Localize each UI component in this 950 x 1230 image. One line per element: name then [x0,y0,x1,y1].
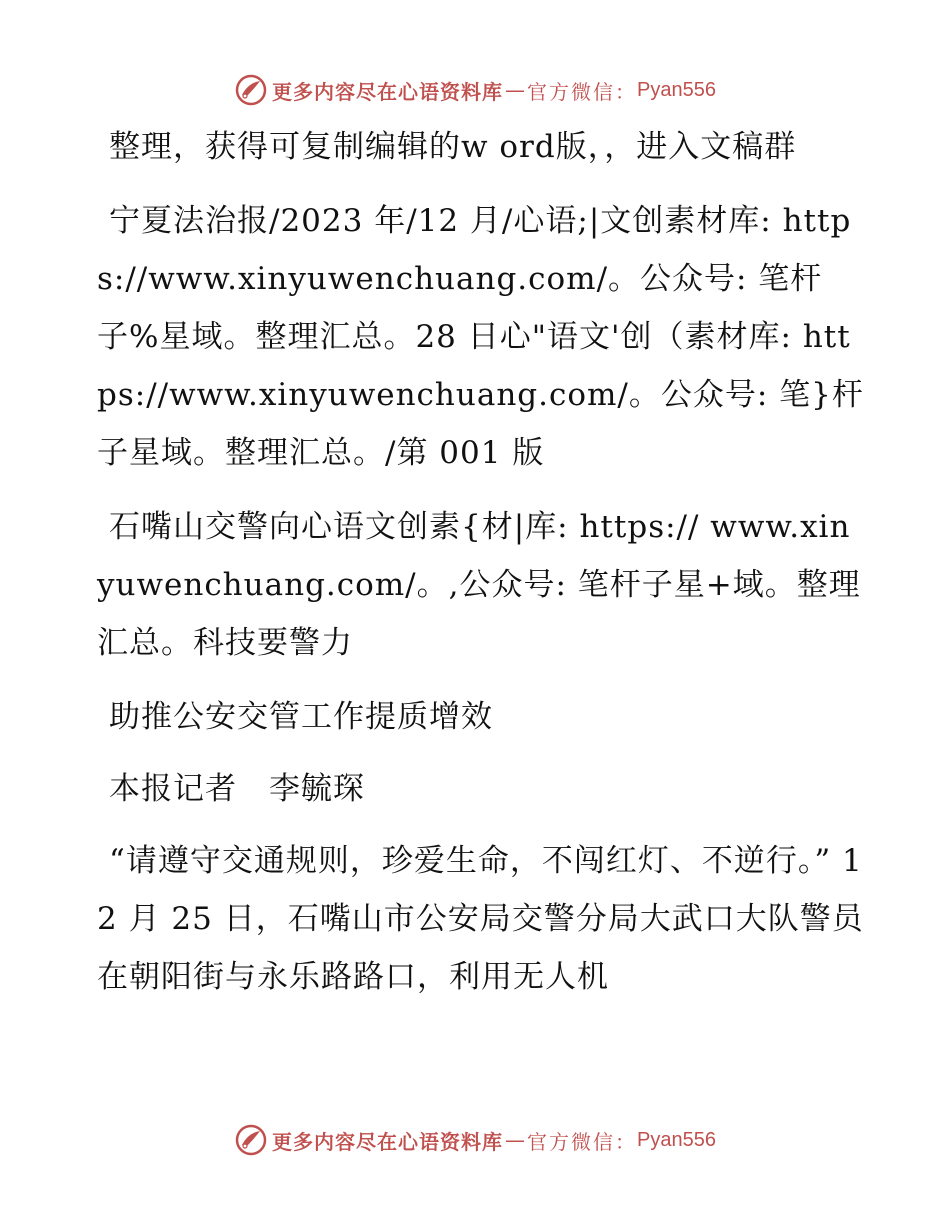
watermark-main-text: 更多内容尽在心语资料库 [272,79,504,104]
paragraph-body: “请遵守交通规则，珍爱生命，不闯红灯、不逆行。” 12 月 25 日，石嘴山市公安局交警分局大武口大队警员在朝阳街与永乐路路口，利用无人机 [97,843,864,995]
watermark-main-text: 更多内容尽在心语资料库 [272,1129,504,1154]
pen-logo-icon [234,1123,268,1157]
paragraph-subheadline: 助推公安交管工作提质增效 [109,699,493,735]
paragraph-source: 宁夏法治报/2023 年/12 月/心语;|文创素材库: https://www.xinyuwenchuang.com/。公众号: 笔杆子%星域。整理汇总。28 日心"语文'创（素材库: https://www.xinyuwenchuang.com/。公众号: 笔}杆子星域。整理汇总。/第 001 版 [97,203,864,471]
watermark-separator: — [505,78,526,102]
paragraph-headline: 石嘴山交警向心语文创素{材|库: https:// www.xinyuwenchuang.com/。,公众号: 笔杆子星+域。整理汇总。科技要警力 [97,509,861,661]
watermark-separator: — [505,1128,526,1152]
watermark-wechat-label: 官方微信： [527,79,638,104]
paragraph-intro: 整理，获得可复制编辑的w ord版，，进入文稿群 [109,129,797,165]
watermark-wechat-id: Pyan556 [637,78,716,101]
watermark-wechat-label: 官方微信： [527,1129,638,1154]
document-body [97,118,867,1022]
watermark-wechat-id: Pyan556 [637,1128,716,1151]
header-watermark-banner [0,70,950,110]
footer-watermark-banner [0,1120,950,1160]
paragraph-byline: 本报记者 李毓琛 [109,771,365,807]
pen-logo-icon [234,73,268,107]
